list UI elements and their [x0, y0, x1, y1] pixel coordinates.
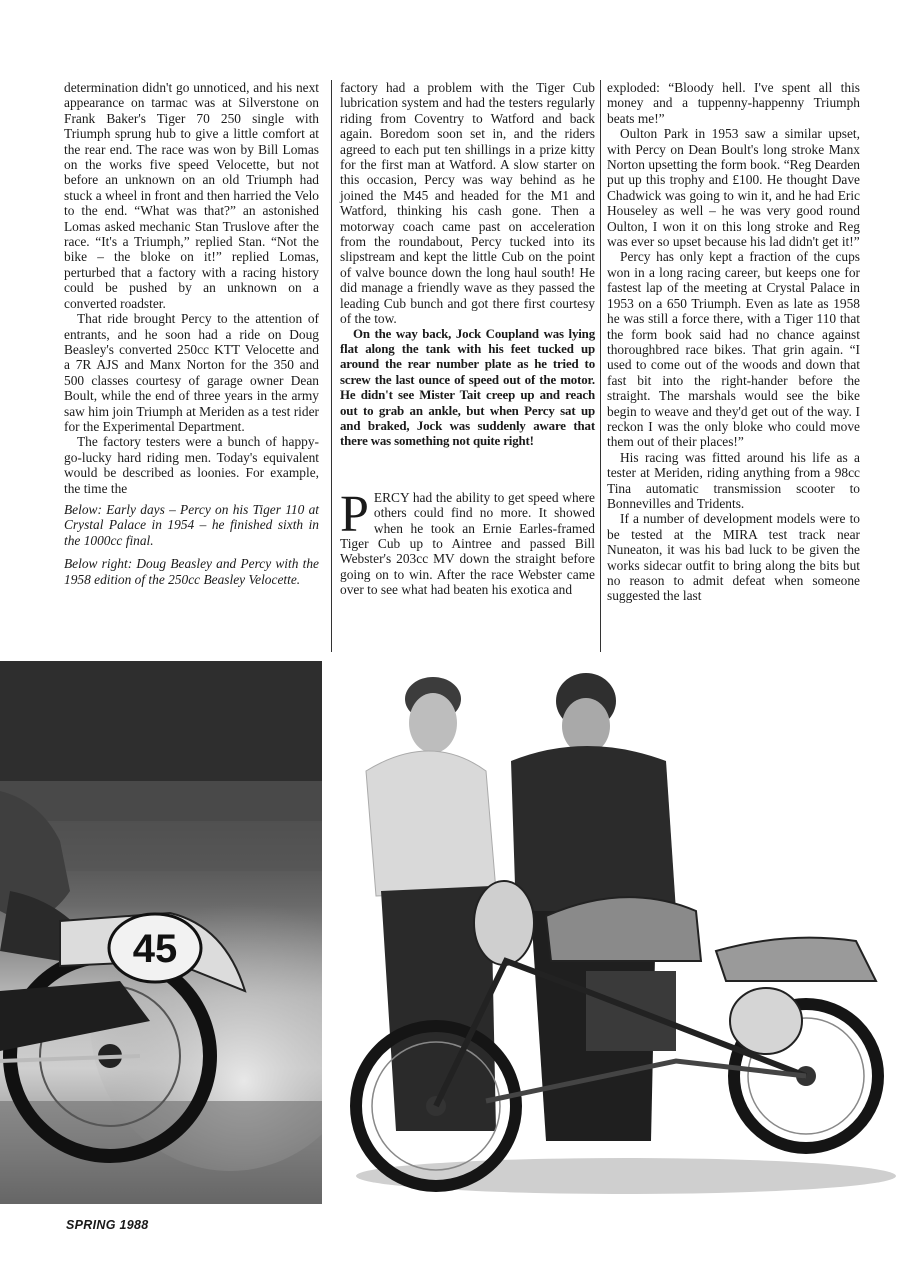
column-rule-1	[331, 80, 332, 652]
caption-right-photo: Below right: Doug Beasley and Percy with the 1958 edition of the 250cc Beasley Velocette.	[64, 556, 319, 587]
column-3	[607, 80, 860, 604]
col3-paragraph-2: Oulton Park in 1953 saw a similar upset, with Percy on Dean Boult's long stroke Manx Norton upsetting the form book. “Reg Dearden put up this trophy and £100. He thought Dave Chadwick was going to win it, and he had Eric Houseley as well – he was very good round Oulton, I won it on this long stroke and Reg was ever so upset because his lad didn't get it!”	[607, 126, 860, 250]
col3-paragraph-4: His racing was fitted around his life as a tester at Meriden, riding anything from a 98cc Tina automatic transmission scooter to Bonnevilles and Tridents.	[607, 449, 860, 511]
velocette-photo-illustration	[336, 661, 896, 1206]
col3-paragraph-3: Percy has only kept a fraction of the cups won in a long racing career, but keeps one for fastest lap of the meeting at Crystal Palace in 1953 on a 650 Triumph. Even as late as 1958 he was still a force there, with a Tiger 110 that the form book said had no chance against thoroughbred race bikes. That grin again. “I used to come out of the woods and down that fast bit into the right-hander before the straight. The marshals would see the bike begin to weave and they'd get out of the way. I reckon I was the only bloke who could move them out of their places!”	[607, 249, 860, 450]
racing-photo-illustration	[0, 661, 322, 1204]
col1-paragraph-3: The factory testers were a bunch of happy-go-lucky hard riding men. Today's equivalent would be described as loonies. For example, the time the	[64, 434, 319, 496]
col3-paragraph-5: If a number of development models were to be tested at the MIRA test track near Nuneaton, it was his bad luck to be given the works sidecar outfit to bring along the bits but no reason to admit defeat when someone suggested the last	[607, 511, 860, 604]
col2-bold-block	[340, 327, 595, 450]
race-number-plate: 45	[132, 927, 178, 971]
photo-beasley-velocette	[336, 661, 896, 1206]
caption-left-photo: Below: Early days – Percy on his Tiger 110 at Crystal Palace in 1954 – he finished sixth in the 1000cc final.	[64, 501, 319, 548]
col2-paragraph-3: ERCY had the ability to get speed where others could find no more. It showed when he took an Ernie Earles-framed Tiger Cub up to Aintree and passed Bill Webster's 203cc MV down the straight before going on to win. After the race Webster came over to see what had beaten his exotica and	[340, 489, 595, 598]
column-1	[64, 80, 319, 587]
col2-paragraph-1: factory had a problem with the Tiger Cub lubrication system and had the testers regularly riding from Coventry to Watford and back again. Boredom soon set in, and the riders agreed to each put ten shillings in a prize kitty for the first man at Watford. A slow starter on this occasion, Percy was way behind as he joined the M45 and headed for the M1 and Watford, thinking his cash gone. Then a motorway coach came past on acceleration from the roundabout, Percy tucked into its slipstream and kept the little Cub on the point of valve bounce down the long haul south! He did manage a friendly wave as they passed the leading Cub bunch and got there first courtesy of the tow.	[340, 80, 595, 327]
col1-paragraph-2: That ride brought Percy to the attention of entrants, and he soon had a ride on Doug Beasley's converted 250cc KTT Velocette and a 7R AJS and Manx Norton for the 350 and 500 classes courtesy of garage owner Dean Boult, while the end of three years in the army saw him join Triumph at Meriden as a test rider for the Experimental Department.	[64, 311, 319, 434]
column-rule-2	[600, 80, 601, 652]
column-2	[340, 80, 595, 598]
drop-cap: P	[340, 485, 369, 543]
col3-paragraph-1: exploded: “Bloody hell. I've spent all this money and a tuppenny-happenny Triumph beats me!”	[607, 80, 860, 126]
col2-section-start	[340, 485, 595, 598]
col2-bold-paragraph: On the way back, Jock Coupland was lying flat along the tank with his feet tucked up around the rear number plate as he tried to screw the last ounce of speed out of the motor. He didn't see Mister Tait creep up and reach out to grab an ankle, but when Percy sat up and braked, Jock was suddenly aware that there was something not quite right!	[340, 326, 595, 449]
photo-racing-motorcycle	[0, 661, 322, 1204]
col1-paragraph-1: determination didn't go unnoticed, and his next appearance on tarmac was at Silverstone on Frank Baker's Tiger 70 250 single with Triumph sprung hub to give a little comfort at the rear end. The race was won by Bill Lomas on the works five speed Velocette, but not before an unknown on an old Triumph had stuck a wheel in front and then harried the Velo to the end. “What was that?” an astonished Lomas asked mechanic Stan Truslove after the race. “It's a Triumph,” replied Stan. “Not the bike – the bloke on it!” replied Lomas, perturbed that a factory with a racing history could be pushed by an unknown on a converted roadster.	[64, 80, 319, 311]
footer-issue-date: SPRING 1988	[66, 1218, 149, 1232]
